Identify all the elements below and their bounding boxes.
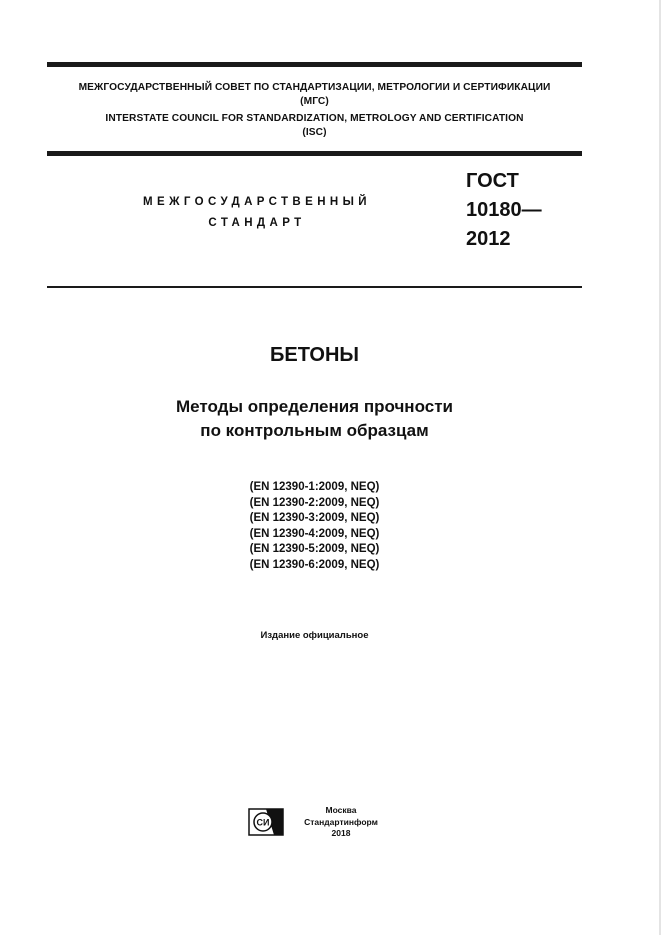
gost-number: 10180—	[466, 199, 542, 221]
document-subtitle	[47, 395, 582, 443]
logo-lettering: СИ	[256, 817, 270, 828]
edition-note: Издание официальное	[260, 630, 369, 641]
bottom-rule	[47, 286, 582, 288]
middle-rule	[47, 151, 582, 156]
gost-designation	[466, 167, 542, 254]
reference-item: (EN 12390-3:2009, NEQ)	[249, 512, 380, 525]
publication-year: 2018	[331, 828, 351, 839]
standard-type-line1: МЕЖГОСУДАРСТВЕННЫЙ	[143, 196, 371, 208]
council-en-abbr: (ISC)	[302, 127, 327, 138]
council-en-name: INTERSTATE COUNCIL FOR STANDARDIZATION, METROLOGY AND CERTIFICATION	[105, 113, 524, 124]
standartinform-logo-icon	[248, 808, 284, 836]
council-en	[47, 112, 582, 140]
gost-year: 2012	[466, 228, 511, 250]
standard-type-label	[117, 192, 397, 234]
top-rule	[47, 62, 582, 67]
reference-item: (EN 12390-1:2009, NEQ)	[249, 481, 380, 493]
reference-item: (EN 12390-2:2009, NEQ)	[249, 496, 380, 509]
subtitle-line1: Методы определения прочности	[176, 397, 453, 416]
publisher-name: Стандартинформ	[304, 816, 378, 827]
publisher-city: Москва	[325, 805, 357, 815]
reference-item: (EN 12390-4:2009, NEQ)	[249, 527, 380, 540]
council-ru	[47, 81, 582, 109]
document-title: БЕТОНЫ	[269, 344, 359, 366]
subtitle-line2: по контрольным образцам	[200, 421, 429, 440]
reference-list	[47, 480, 582, 574]
gost-prefix: ГОСТ	[466, 170, 519, 192]
council-ru-abbr: (МГС)	[300, 96, 329, 107]
standard-type-line2: СТАНДАРТ	[208, 217, 306, 229]
reference-item: (EN 12390-6:2009, NEQ)	[249, 558, 380, 571]
publisher-info	[300, 805, 382, 840]
reference-item: (EN 12390-5:2009, NEQ)	[249, 543, 380, 556]
council-ru-name: МЕЖГОСУДАРСТВЕННЫЙ СОВЕТ ПО СТАНДАРТИЗАЦИИ, МЕТРОЛОГИИ И СЕРТИФИКАЦИИ	[78, 82, 551, 93]
